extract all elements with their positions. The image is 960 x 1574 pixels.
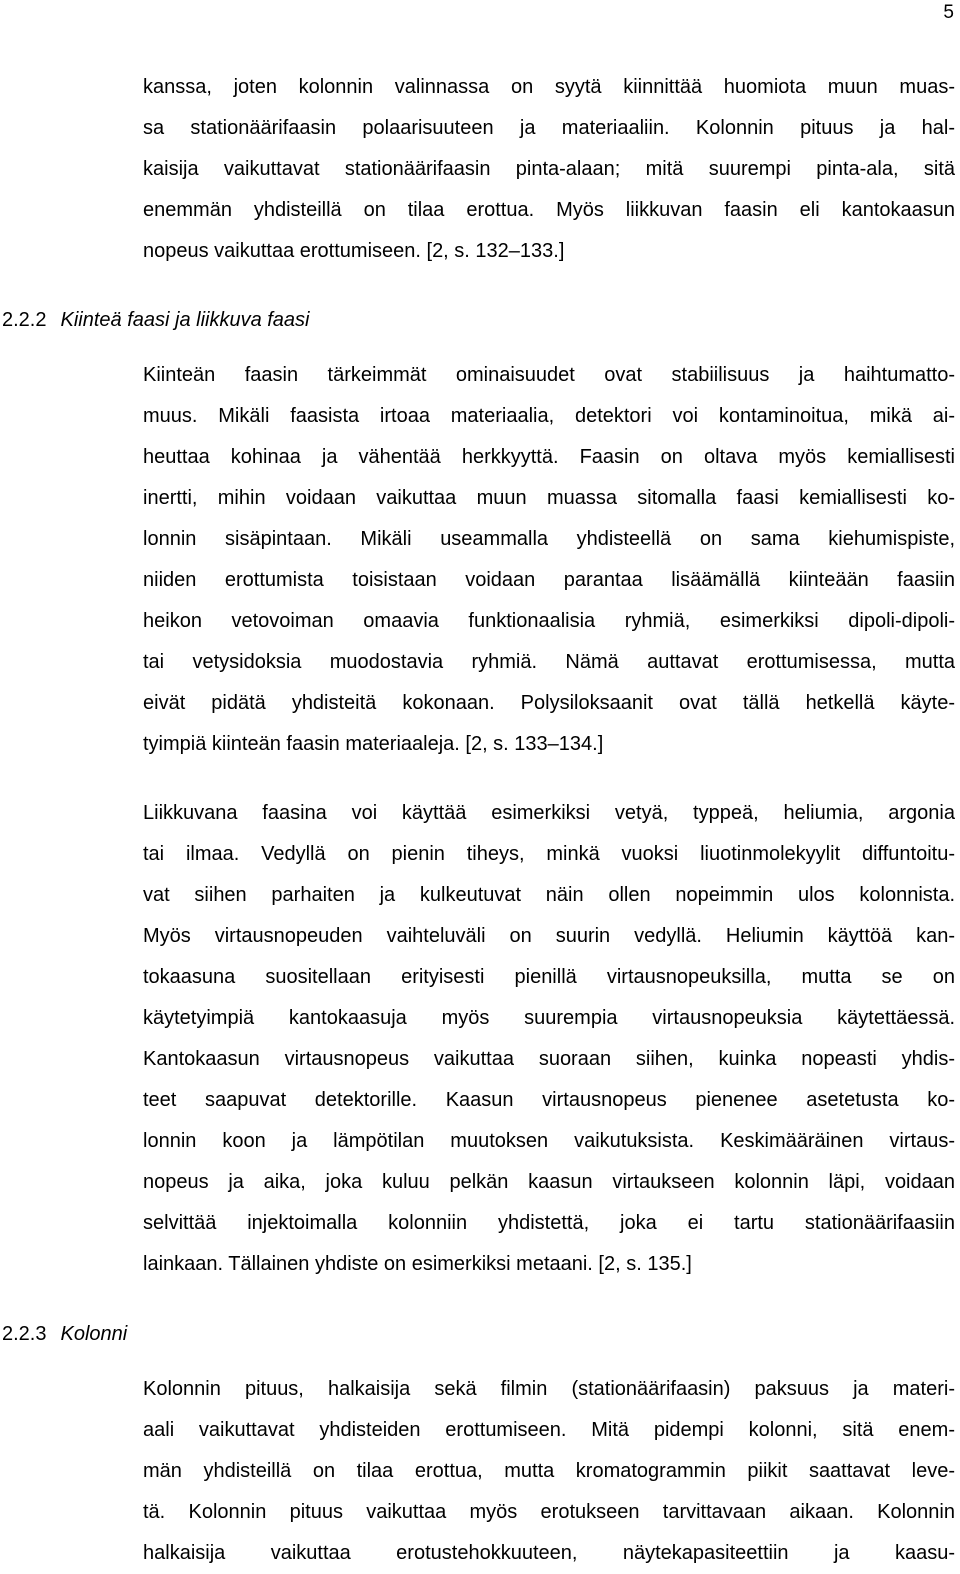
text-line: kaisija vaikuttavat stationäärifaasin pinta-alaan; mitä suurempi pinta-ala, sitä — [143, 158, 955, 180]
text-line: nopeus vaikuttaa erottumiseen. [2, s. 132–133.] — [143, 240, 565, 262]
paragraph-column — [143, 1369, 955, 1574]
text-line: män yhdisteillä on tilaa erottua, mutta kromatogrammin piikit saattavat leve- — [143, 1460, 955, 1482]
text-line: eivät pidätä yhdisteitä kokonaan. Polysiloksaanit ovat tällä hetkellä käyte- — [143, 692, 955, 714]
text-line: tai ilmaa. Vedyllä on pienin tiheys, minkä vuoksi liuotinmolekyylit diffuntoitu- — [143, 843, 955, 865]
paragraph-stationary-phase — [143, 355, 955, 765]
section-heading-2-2-3 — [2, 1314, 127, 1355]
text-line: lonnin koon ja lämpötilan muutoksen vaikutuksista. Keskimääräinen virtaus- — [143, 1130, 955, 1152]
text-line: Liikkuvana faasina voi käyttää esimerkiksi vetyä, typpeä, heliumia, argonia — [143, 802, 955, 824]
text-line: nopeus ja aika, joka kuluu pelkän kaasun virtaukseen kolonnin läpi, voidaan — [143, 1171, 955, 1193]
text-line: heikon vetovoiman omaavia funktionaalisia ryhmiä, esimerkiksi dipoli-dipoli- — [143, 610, 955, 632]
text-line: tai vetysidoksia muodostavia ryhmiä. Nämä auttavat erottumisessa, mutta — [143, 651, 955, 673]
text-line: kanssa, joten kolonnin valinnassa on syytä kiinnittää huomiota muun muas- — [143, 76, 955, 98]
text-line: Myös virtausnopeuden vaihteluväli on suurin vedyllä. Heliumin käyttöä kan- — [143, 925, 955, 947]
intro-paragraph — [143, 67, 955, 272]
text-line: heuttaa kohinaa ja vähentää herkkyyttä. Faasin on oltava myös kemiallisesti — [143, 446, 955, 468]
section-number: 2.2.2 — [2, 309, 47, 331]
text-line: inertti, mihin voidaan vaikuttaa muun muassa sitomalla faasi kemiallisesti ko- — [143, 487, 955, 509]
text-line: teet saapuvat detektorille. Kaasun virtausnopeus pienenee asetetusta ko- — [143, 1089, 955, 1111]
section-title: Kiinteä faasi ja liikkuva faasi — [60, 309, 310, 331]
text-line: sa stationäärifaasin polaarisuuteen ja materiaaliin. Kolonnin pituus ja hal- — [143, 117, 955, 139]
text-line: vat siihen parhaiten ja kulkeutuvat näin ollen nopeimmin ulos kolonnista. — [143, 884, 955, 906]
text-line: käytetyimpiä kantokaasuja myös suurempia virtausnopeuksia käytettäessä. — [143, 1007, 955, 1029]
text-line: Kolonnin pituus, halkaisija sekä filmin (stationäärifaasin) paksuus ja materi- — [143, 1378, 955, 1400]
text-line: enemmän yhdisteillä on tilaa erottua. Myös liikkuvan faasin eli kantokaasun — [143, 199, 955, 221]
text-line: tä. Kolonnin pituus vaikuttaa myös erotukseen tarvittavaan aikaan. Kolonnin — [143, 1501, 955, 1523]
text-line: aali vaikuttavat yhdisteiden erottumiseen. Mitä pidempi kolonni, sitä enem- — [143, 1419, 955, 1441]
text-line: lainkaan. Tällainen yhdiste on esimerkiksi metaani. [2, s. 135.] — [143, 1253, 692, 1275]
text-line: niiden erottumista toisistaan voidaan parantaa lisäämällä kiinteään faasiin — [143, 569, 955, 591]
text-line: tyimpiä kiinteän faasin materiaaleja. [2, s. 133–134.] — [143, 733, 604, 755]
page-number: 5 — [943, 2, 954, 23]
text-line: muus. Mikäli faasista irtoaa materiaalia, detektori voi kontaminoitua, mikä ai- — [143, 405, 955, 427]
text-line: lonnin sisäpintaan. Mikäli useammalla yhdisteellä on sama kiehumispiste, — [143, 528, 955, 550]
section-title: Kolonni — [60, 1323, 128, 1345]
text-line: Kantokaasun virtausnopeus vaikuttaa suoraan siihen, kuinka nopeasti yhdis- — [143, 1048, 955, 1070]
text-line: halkaisija vaikuttaa erotustehokkuuteen, näytekapasiteettiin ja kaasu- — [143, 1542, 955, 1564]
section-heading-2-2-2 — [2, 300, 310, 341]
section-number: 2.2.3 — [2, 1323, 47, 1345]
text-line: Kiinteän faasin tärkeimmät ominaisuudet ovat stabiilisuus ja haihtumatto- — [143, 364, 955, 386]
paragraph-mobile-phase — [143, 793, 955, 1285]
text-line: tokaasuna suositellaan erityisesti pienillä virtausnopeuksilla, mutta se on — [143, 966, 955, 988]
text-line: selvittää injektoimalla kolonniin yhdistettä, joka ei tartu stationäärifaasiin — [143, 1212, 955, 1234]
